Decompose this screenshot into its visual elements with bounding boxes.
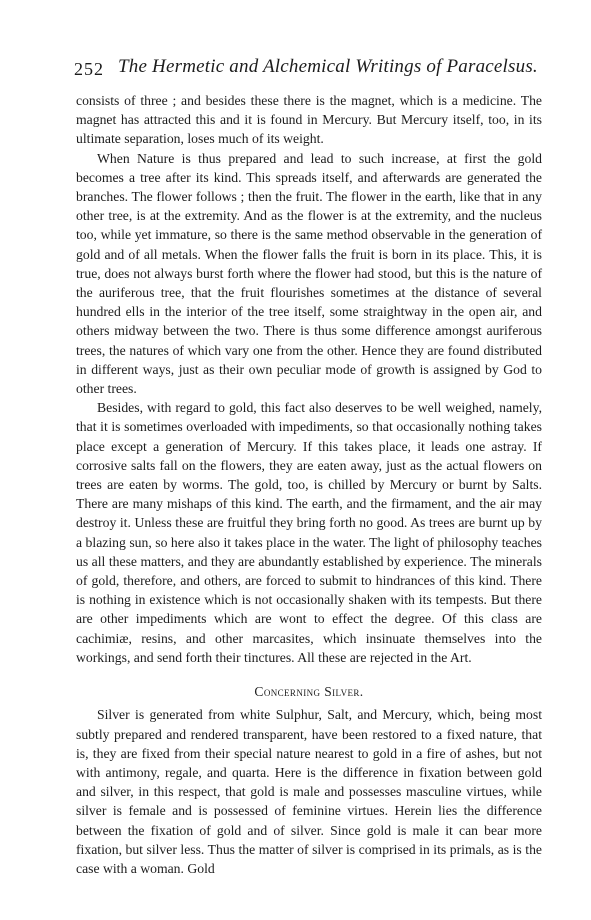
paragraph-1: consists of three ; and besides these there is the magnet, which is a medicine. The magnet has attracted this and it is found in Mercury. But Mercury itself, too, in its ultimate separation, loses much of its weight. [76, 93, 542, 147]
body-text [76, 91, 542, 878]
paragraph-2: When Nature is thus prepared and lead to such increase, at first the gold becomes a tree after its kind. This spreads itself, and afterwards are generated the branches. The flower follows ; then the fruit. The flower in the earth, like that in any other tree, is at the extremity. And as the flower is at the extremity, and the nucleus too, while yet immature, so there is the same method observable in the generation of gold and of all metals. When the flower falls the fruit is born in its place. This, it is true, does not always burst forth where the flower had stood, but this is the nature of the auriferous tree, that the fruit flourishes sometimes at the distance of several hundred ells in the interior of the tree itself, some straightway in the open air, and others midway between the two. There is thus some difference amongst auriferous trees, the natures of which vary one from the other. Hence they are found distributed in different ways, just as their own peculiar mode of growth is assigned by God to other trees. [76, 150, 542, 397]
section-paragraph: Silver is generated from white Sulphur, Salt, and Mercury, which, being most subtly prepared and rendered transparent, have been restored to a fixed nature, that is, they are fixed from their special nature nearest to gold in a fire of ashes, but not with antimony, regale, and quarta. Here is the difference in fixation between gold and silver, in this respect, that gold is male and possesses masculine virtues, while silver is female and is possessed of feminine virtues. Herein lies the difference between the fixation of gold and of silver. Since gold is male it can bear more fixation, but silver less. Thus the matter of silver is comprised in its primals, as is the case with a woman. Gold [76, 707, 542, 876]
paragraph-3: Besides, with regard to gold, this fact also deserves to be well weighed, namely, that it is sometimes overloaded with impediments, so that occasionally nothing takes place except a generation of Mercury. If this takes place, it leads one astray. If corrosive salts fall on the flowers, they are eaten away, just as the actual flowers on trees are eaten by worms. The gold, too, is chilled by Mercury or burnt by Salts. There are many mishaps of this kind. The earth, and the firmament, and the air may destroy it. Unless these are fruitful they bring forth no good. As trees are burnt up by a blazing sun, so here also it takes place in the water. The light of philosophy teaches us all these matters, and they are abundantly established by experience. The minerals of gold, therefore, and others, are forced to submit to hindrances of this kind. There is nothing in existence which is not occasionally shaken with its tempests. But there are other impediments which are wont to effect the degree. Of this class are cachimiæ, resins, and other marcasites, which insinuate themselves into the workings, and send forth their tinctures. All these are rejected in the Art. [76, 400, 542, 665]
section-heading: Concerning Silver. [254, 684, 364, 700]
page-header [74, 54, 544, 84]
running-title: The Hermetic and Alchemical Writings of Paracelsus. [118, 56, 538, 77]
page-number: 252 [74, 59, 104, 79]
